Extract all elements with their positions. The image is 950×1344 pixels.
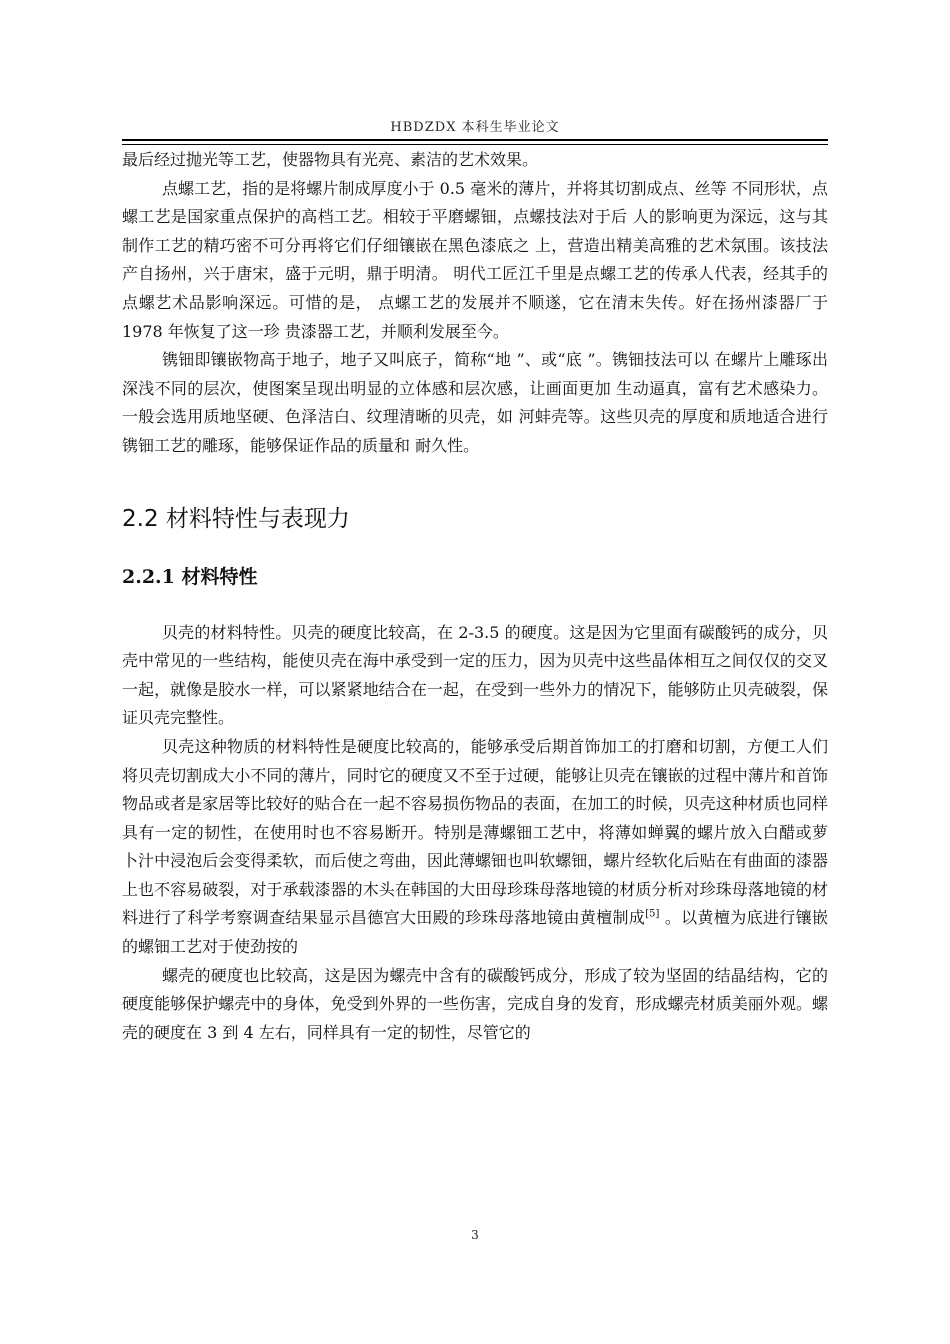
heading-spacer: [122, 597, 828, 619]
paragraph-dot-inlay: 点螺工艺，指的是将螺片制成厚度小于 0.5 毫米的薄片，并将其切割成点、丝等 不同形状，点螺工艺是国家重点保护的高档工艺。相较于平磨螺钿，点螺技法对于后 人的影响更为深远，这与其制作工艺的精巧密不可分再将它们仔细镶嵌在黑色漆底之 上，营造出精美高雅的艺术氛围。该技法产自扬州，兴于唐宋，盛于元明，鼎于明清。 明代工匠江千里是点螺工艺的传承人代表，经其手的点螺艺术品影响深远。可惜的是， 点螺工艺的发展并不顺遂，它在清末失传。好在扬州漆器厂于 1978 年恢复了这一珍 贵漆器工艺，并顺利发展至今。: [122, 178, 828, 341]
paragraph-carved-inlay: 镌钿即镶嵌物高于地子，地子又叫底子，简称“地 ”、或“底 ”。镌钿技法可以 在螺片上雕琢出深浅不同的层次，使图案呈现出明显的立体感和层次感，让画面更加 生动逼真，富有艺术感染力。一般会选用质地坚硬、色泽洁白、纹理清晰的贝壳，如 河蚌壳等。这些贝壳的厚度和质地适合进行镌钿工艺的雕琢，能够保证作品的质量和 耐久性。: [122, 350, 828, 455]
paragraph-polishing: 最后经过抛光等工艺，使器物具有光亮、素洁的艺术效果。: [122, 150, 539, 169]
page-body: [122, 146, 828, 1047]
citation-reference: [5]: [645, 909, 660, 921]
paragraph-shell-properties-text: 贝壳这种物质的材料特性是硬度比较高的，能够承受后期首饰加工的打磨和切割，方便工人们将贝壳切割成大小不同的薄片，同时它的硬度又不至于过硬，能够让贝壳在镶嵌的过程中薄片和首饰物品或者是家居等比较好的贴合在一起不容易损伤物品的表面，在加工的时候，贝壳这种材质也同样具有一定的韧性，在使用时也不容易断开。特别是薄螺钿工艺中，将薄如蝉翼的螺片放入白醋或萝 卜汁中浸泡后会变得柔软，而后使之弯曲，因此薄螺钿也叫软螺钿，螺片经软化后贴在有曲面的漆器上也不容易破裂，对于承载漆器的木头在韩国的大田母珍珠母落地镜的材质分析对珍珠母落地镜的材料进行了科学考察调查结果显示昌德宫大田殿的珍珠母落地镜由黄檀制成: [122, 736, 828, 928]
running-header: HBDZDX 本科生毕业论文: [390, 120, 560, 135]
subsection-heading: 2.2.1 材料特性: [122, 565, 258, 588]
paragraph-shell-hardness: 贝壳的材料特性。贝壳的硬度比较高，在 2-3.5 的硬度。这是因为它里面有碳酸钙的成分，贝壳中常见的一些结构，能使贝壳在海中承受到一定的压力，因为贝壳中这些晶体相互之间仅仅的交叉一起，就像是胶水一样，可以紧紧地结合在一起，在受到一些外力的情况下，能够防止贝壳破裂，保证贝壳完整性。: [122, 622, 828, 728]
header-rule-thin: [122, 144, 828, 145]
header-rule-thick: [122, 139, 828, 141]
paragraph-snail-shell: 螺壳的硬度也比较高，这是因为螺壳中含有的碳酸钙成分，形成了较为坚固的结晶结构，它的硬度能够保护螺壳中的身体，免受到外界的一些伤害，完成自身的发育，形成螺壳材质美丽外观。螺壳的硬度在 3 到 4 左右，同样具有一定的韧性，尽管它的: [122, 965, 828, 1042]
paragraph-shell-properties-tail: 。以黄檀为底进行镶嵌的螺钿工艺对于使劲按的: [122, 908, 828, 957]
section-heading: 2.2 材料特性与表现力: [122, 505, 350, 532]
page-number: 3: [471, 1228, 479, 1242]
paragraph-shell-properties: [122, 733, 828, 962]
